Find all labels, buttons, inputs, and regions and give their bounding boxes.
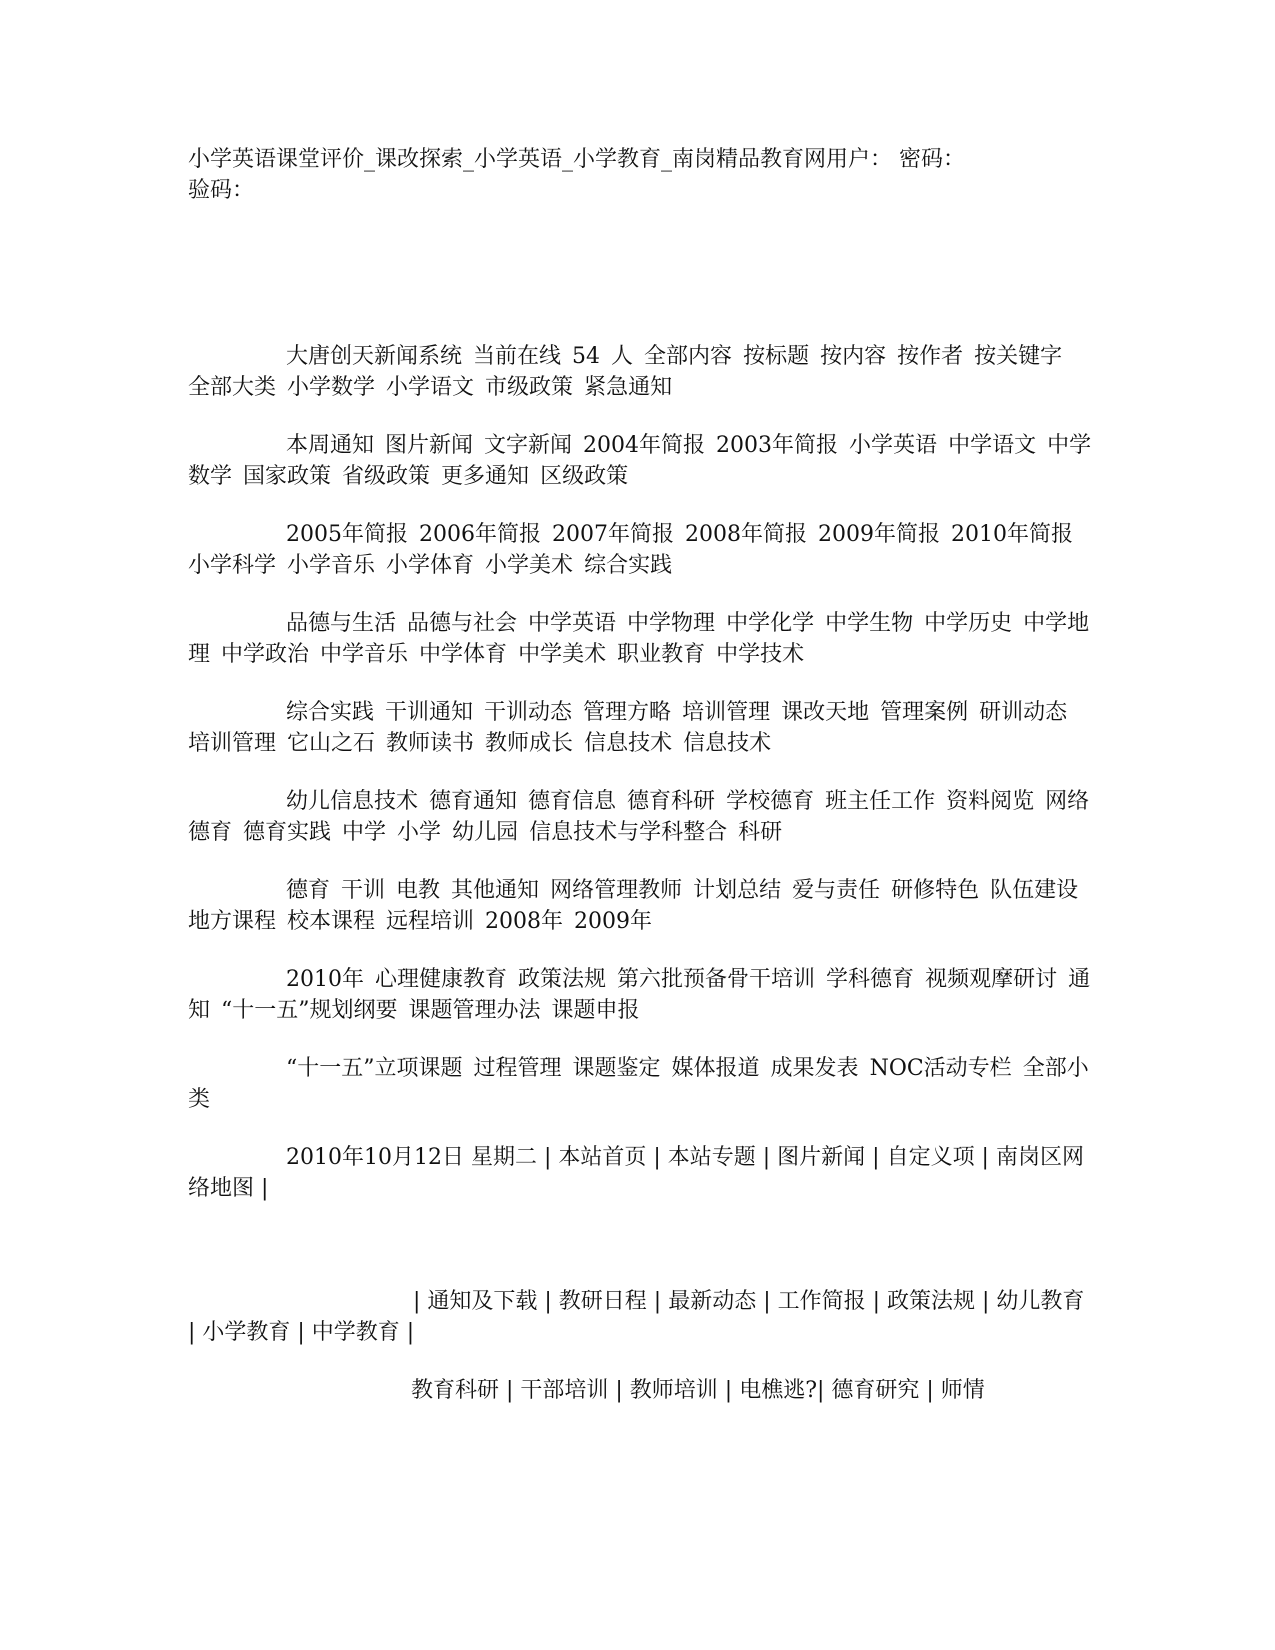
nav-link[interactable]: “十一五”立项课题 (286, 1056, 463, 1081)
nav-link[interactable]: 研修特色 (891, 878, 980, 903)
nav-link[interactable]: 全部小类 (188, 1056, 1089, 1112)
nav-link[interactable]: 计划总结 (693, 878, 782, 903)
nav-link[interactable]: 区级政策 (540, 464, 629, 489)
nav-link[interactable]: 当前在线 (473, 344, 562, 369)
nav-link[interactable]: 中学音乐 (320, 642, 409, 667)
nav-link[interactable]: 德育科研 (627, 789, 716, 814)
nav-paragraph-8 (188, 964, 1093, 1026)
nav-link[interactable]: 培训管理 (188, 731, 277, 756)
nav-link[interactable]: 第六批预备骨干培训 (617, 967, 816, 992)
nav-link[interactable]: 市级政策 (485, 375, 574, 400)
nav-paragraph-7 (188, 875, 1093, 937)
dateline: 2010年10月12日 星期二 | 本站首页 | 本站专题 | 图片新闻 | 自定义项 | 南岗区网络地图 | (188, 1145, 1084, 1201)
nav-paragraph-3 (188, 519, 1093, 581)
page-title (188, 144, 1093, 206)
nav-link[interactable]: 队伍建设 (990, 878, 1079, 903)
nav-link[interactable]: 中学技术 (716, 642, 805, 667)
nav-link[interactable]: 2008年简报 (685, 522, 807, 547)
nav-link[interactable]: 中学化学 (726, 611, 815, 636)
nav-link[interactable]: 小学数学 (287, 375, 376, 400)
nav-link[interactable]: 校本课程 (287, 909, 376, 934)
nav-link[interactable]: 中学地理 (188, 611, 1090, 667)
nav-paragraph-6 (188, 786, 1093, 848)
nav-link[interactable]: 德育实践 (243, 820, 332, 845)
nav-link[interactable]: 视频观摩研讨 (925, 967, 1058, 992)
nav-link[interactable]: 2010年 (286, 967, 364, 992)
nav-link[interactable]: 心理健康教育 (375, 967, 508, 992)
nav-link[interactable]: 班主任工作 (825, 789, 936, 814)
nav-link[interactable]: 管理案例 (880, 700, 969, 725)
nav-link[interactable]: 小学英语 (849, 433, 938, 458)
nav-link[interactable]: 2006年简报 (419, 522, 541, 547)
nav-link[interactable]: 综合实践 (286, 700, 375, 725)
nav-link[interactable]: 文字新闻 (484, 433, 573, 458)
nav-link[interactable]: 2007年简报 (552, 522, 674, 547)
nav-link[interactable]: 网络管理教师 (550, 878, 683, 903)
nav-link[interactable]: 人 (611, 344, 634, 369)
nav-link[interactable]: 地方课程 (188, 909, 277, 934)
nav-link[interactable]: 干训通知 (385, 700, 474, 725)
nav-link[interactable]: 小学音乐 (287, 553, 376, 578)
nav-link[interactable]: 电教 (396, 878, 441, 903)
nav-link[interactable]: 中学体育 (419, 642, 508, 667)
nav-link[interactable]: 信息技术 (683, 731, 772, 756)
nav-link[interactable]: 小学 (397, 820, 442, 845)
nav-link[interactable]: 幼儿园 (452, 820, 519, 845)
nav-link[interactable]: 中学历史 (924, 611, 1013, 636)
nav-link[interactable]: 中学生物 (825, 611, 914, 636)
nav-link[interactable]: 按内容 (820, 344, 887, 369)
nav-link[interactable]: 课题申报 (551, 998, 640, 1023)
nav-link[interactable]: 它山之石 (287, 731, 376, 756)
nav-link[interactable]: 信息技术 (584, 731, 673, 756)
nav-link[interactable]: “十一五”规划纲要 (221, 998, 398, 1023)
nav-link[interactable]: 全部大类 (188, 375, 277, 400)
nav-link[interactable]: 德育信息 (528, 789, 617, 814)
nav-link[interactable]: 大唐创天新闻系统 (286, 344, 463, 369)
nav-link[interactable]: 中学 (342, 820, 387, 845)
nav-link[interactable]: 国家政策 (243, 464, 332, 489)
nav-link[interactable]: 中学政治 (221, 642, 310, 667)
nav-link[interactable]: 成果发表 (770, 1056, 859, 1081)
section-nav[interactable]: | 通知及下载 | 教研日程 | 最新动态 | 工作简报 | 政策法规 | 幼儿教育 | 小学教育 | 中学教育 | (188, 1289, 1085, 1345)
nav-link[interactable]: 紧急通知 (584, 375, 673, 400)
nav-link[interactable]: 本周通知 (286, 433, 375, 458)
nav-link[interactable]: 通知 (188, 967, 1091, 1023)
section-nav-secondary[interactable]: 教育科研 | 干部培训 | 教师培训 | 电樵逃?| 德育研究 | 师情 (411, 1378, 985, 1403)
nav-link[interactable]: 职业教育 (617, 642, 706, 667)
nav-link[interactable]: 更多通知 (441, 464, 530, 489)
nav-link[interactable]: NOC活动专栏 (869, 1056, 1012, 1081)
nav-paragraph-9 (188, 1053, 1093, 1115)
nav-link[interactable]: 54 (572, 344, 601, 369)
nav-link[interactable]: 省级政策 (342, 464, 431, 489)
nav-link[interactable]: 幼儿信息技术 (286, 789, 419, 814)
nav-link[interactable]: 中学语文 (948, 433, 1037, 458)
nav-link[interactable]: 品德与生活 (286, 611, 397, 636)
nav-link[interactable]: 信息技术与学科整合 (529, 820, 728, 845)
nav-paragraph-1 (188, 341, 1093, 403)
nav-link[interactable]: 2009年 (574, 909, 653, 934)
nav-link[interactable]: 学校德育 (726, 789, 815, 814)
nav-link[interactable]: 资料阅览 (946, 789, 1035, 814)
nav-link[interactable]: 课题管理办法 (408, 998, 541, 1023)
nav-link[interactable]: 课改天地 (781, 700, 870, 725)
nav-paragraph-4 (188, 608, 1093, 670)
nav-link[interactable]: 按作者 (897, 344, 964, 369)
nav-link[interactable]: 2010年简报 (951, 522, 1073, 547)
nav-link[interactable]: 小学语文 (386, 375, 475, 400)
nav-link[interactable]: 2005年简报 (286, 522, 408, 547)
nav-link[interactable]: 爱与责任 (792, 878, 881, 903)
nav-link[interactable]: 图片新闻 (385, 433, 474, 458)
nav-link[interactable]: 其他通知 (451, 878, 540, 903)
nav-link[interactable]: 全部内容 (644, 344, 733, 369)
nav-link[interactable]: 中学英语 (528, 611, 617, 636)
nav-link[interactable]: 干训动态 (484, 700, 573, 725)
verification-label: 验码： (188, 178, 255, 203)
nav-link[interactable]: 媒体报道 (671, 1056, 760, 1081)
nav-link[interactable]: 按标题 (743, 344, 810, 369)
nav-link[interactable]: 中学数学 (188, 433, 1092, 489)
nav-link[interactable]: 2008年 (485, 909, 564, 934)
nav-link[interactable]: 培训管理 (682, 700, 771, 725)
nav-link[interactable]: 德育 (286, 878, 331, 903)
nav-paragraph-2 (188, 430, 1093, 492)
nav-link[interactable]: 教师成长 (485, 731, 574, 756)
nav-link[interactable]: 网络德育 (188, 789, 1090, 845)
nav-link[interactable]: 中学美术 (518, 642, 607, 667)
nav-link[interactable]: 小学美术 (485, 553, 574, 578)
nav-link[interactable]: 小学体育 (386, 553, 475, 578)
title-line: 小学英语课堂评价_课改探索_小学英语_小学教育_南岗精品教育网用户： 密码： (188, 147, 965, 172)
nav-link[interactable]: 小学科学 (188, 553, 277, 578)
nav-link[interactable]: 综合实践 (584, 553, 673, 578)
nav-link[interactable]: 干训 (341, 878, 386, 903)
nav-link[interactable]: 按关键字 (974, 344, 1063, 369)
nav-link[interactable]: 管理方略 (583, 700, 672, 725)
nav-link[interactable]: 学科德育 (826, 967, 915, 992)
nav-link[interactable]: 科研 (738, 820, 783, 845)
nav-link[interactable]: 品德与社会 (407, 611, 518, 636)
nav-link[interactable]: 2003年简报 (716, 433, 839, 458)
nav-link[interactable]: 研训动态 (979, 700, 1068, 725)
nav-link[interactable]: 德育通知 (429, 789, 518, 814)
nav-link[interactable]: 政策法规 (518, 967, 607, 992)
nav-link[interactable]: 中学物理 (627, 611, 716, 636)
nav-link[interactable]: 2004年简报 (583, 433, 706, 458)
nav-link[interactable]: 远程培训 (386, 909, 475, 934)
nav-link[interactable]: 课题鉴定 (572, 1056, 661, 1081)
nav-link[interactable]: 2009年简报 (818, 522, 940, 547)
nav-paragraph-5 (188, 697, 1093, 759)
nav-link[interactable]: 教师读书 (386, 731, 475, 756)
nav-link[interactable]: 过程管理 (473, 1056, 562, 1081)
